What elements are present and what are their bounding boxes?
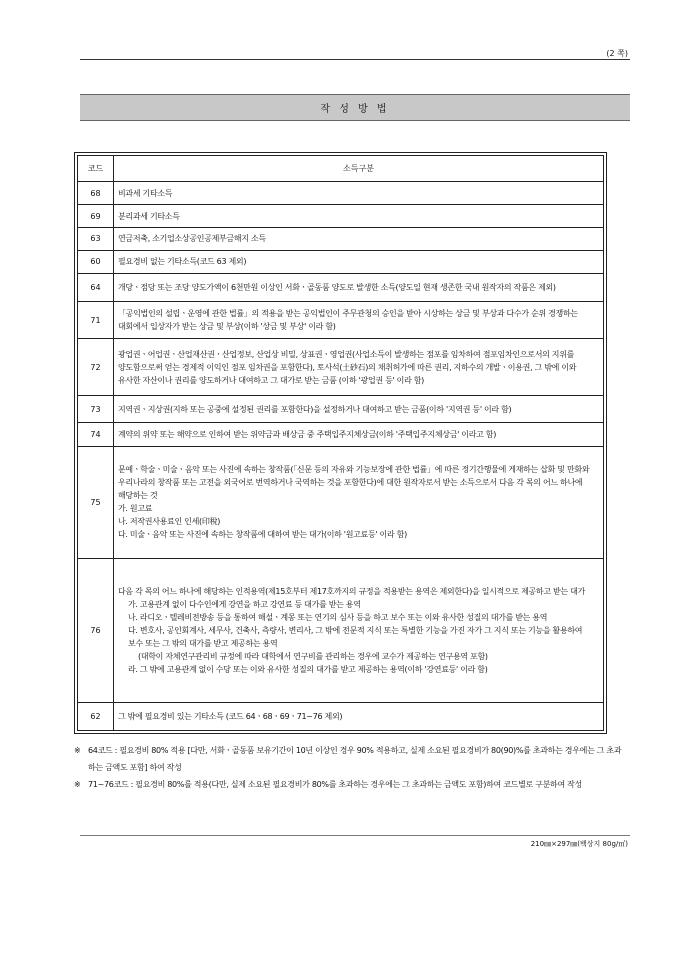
note-item [74, 776, 626, 793]
note-text: 64코드 : 필요경비 80% 적용 [다만, 서화ㆍ골동품 보유기간이 10년 이상인 경우 90% 적용하고, 실제 소요된 필요경비가 80(90)%를 초과하는 경우에는 그 초과하는 금액도 포함] 하여 작성 [88, 746, 622, 772]
row-description-line: (대학이 자체연구관리비 규정에 따라 대학에서 연구비를 관리하는 경우에 교수가 제공하는 연구용역 포함) [138, 651, 488, 661]
row-code: 72 [78, 339, 114, 396]
row-code: 68 [78, 182, 114, 205]
row-code: 73 [78, 395, 114, 422]
row-description-line: 문예ㆍ학술ㆍ미술ㆍ음악 또는 사진에 속하는 창작품(「신문 등의 자유와 기능보장에 관한 법률」에 따른 정기간행물에 게재하는 삽화 및 만화와 우리나라의 창작품 또는 고전을 외국어로 번역하거나 국역하는 것을 포함한다)에 대한 원작자로서 받는 소득으로서 다음 각 목의 어느 하나에 해당하는 것 [118, 465, 590, 501]
row-description-line: 「공익법인의 설립ㆍ운영에 관한 법률」의 적용을 받는 공익법인이 주무관청의 승인을 받아 시상하는 상금 및 부상과 다수가 순위 경쟁하는 대회에서 입상자가 받는 상금 및 부상(이하 '상금 및 부상' 이라 함) [118, 309, 578, 332]
section-title: 작 성 방 법 [320, 104, 390, 115]
row-description [114, 395, 604, 422]
table-row [78, 182, 604, 205]
row-description [114, 250, 604, 273]
row-description [114, 302, 604, 339]
paper-spec-label: 210㎜×297㎜(백상지 80g/㎡) [530, 840, 628, 848]
table-body [78, 182, 604, 731]
note-mark: ※ [74, 780, 81, 789]
row-code: 74 [78, 423, 114, 447]
row-code: 75 [78, 447, 114, 558]
row-description-line: 계약의 위약 또는 해약으로 인하여 받는 위약금과 배상금 중 주택입주지체상금(이하 '주택입주지체상금' 이라고 함) [118, 430, 497, 440]
top-divider [80, 59, 630, 60]
table-row [78, 205, 604, 228]
row-description-line: 다. 미술ㆍ음악 또는 사진에 속하는 창작품에 대하여 받는 대가(이하 '원고료등' 이라 함) [118, 530, 407, 540]
notes-section [74, 742, 626, 793]
row-description-line: 개당ㆍ점당 또는 조당 양도가액이 6천만원 이상인 서화ㆍ골동품 양도로 발생한 소득(양도일 현재 생존한 국내 원작자의 작품은 제외) [118, 282, 556, 292]
table-row [78, 339, 604, 396]
row-description [114, 273, 604, 301]
row-description-line: 가. 고용관계 없이 다수인에게 강연을 하고 강연료 등 대가를 받는 용역 [128, 599, 361, 609]
row-description-line: 나. 저작권사용료인 인세(印稅) [118, 517, 221, 527]
row-description [114, 182, 604, 205]
row-code: 64 [78, 273, 114, 301]
table-row [78, 447, 604, 558]
row-description [114, 205, 604, 228]
row-description-line: 광업권ㆍ어업권ㆍ산업재산권ㆍ산업정보, 산업상 비밀, 상표권ㆍ영업권(사업소득이 발생하는 점포를 임차하여 점포임차인으로서의 지위를 양도함으로써 얻는 경제적 이익인 점포 임차권을 포함한다), 토사석(土砂石)의 채취허가에 따른 권리, 지하수의 개발ㆍ이용권, 그 밖에 이와 유사한 자산이나 권리를 양도하거나 대여하고 그 대가로 받는 금품 (이하 '광업권 등' 이라 함) [118, 349, 577, 385]
page-number-label: (2 쪽) [606, 49, 628, 58]
table-row [78, 273, 604, 301]
table-row [78, 423, 604, 447]
row-description-line: 라. 그 밖에 고용관계 없이 수당 또는 이와 유사한 성질의 대가를 받고 제공하는 용역(이하 '강연료등' 이라 함) [128, 664, 488, 674]
row-description [114, 423, 604, 447]
row-code: 63 [78, 227, 114, 250]
row-description-line: 가. 원고료 [118, 504, 153, 514]
row-description-line: 연금저축, 소기업소상공인공제부금해지 소득 [118, 234, 266, 244]
row-description-line: 분리과세 기타소득 [118, 211, 180, 221]
table-row [78, 227, 604, 250]
table-row [78, 250, 604, 273]
row-description [114, 339, 604, 396]
row-description-line: 비과세 기타소득 [118, 188, 173, 198]
row-code: 76 [78, 558, 114, 702]
table-row [78, 702, 604, 730]
row-code: 69 [78, 205, 114, 228]
note-mark: ※ [74, 746, 81, 755]
table-row [78, 395, 604, 422]
row-description [114, 702, 604, 730]
row-description-line: 다. 변호사, 공인회계사, 세무사, 건축사, 측량사, 변리사, 그 밖에 전문적 지식 또는 특별한 기능을 가진 자가 그 지식 또는 기능을 활용하여 보수 또는 그 밖의 대가를 받고 제공하는 용역 [128, 625, 583, 648]
row-description-line: 필요경비 없는 기타소득(코드 63 제외) [118, 257, 247, 267]
bottom-divider [80, 835, 630, 836]
note-text: 71~76코드 : 필요경비 80%를 적용(다만, 실제 소요된 필요경비가 80%를 초과하는 경우에는 그 초과하는 금액도 포함)하여 코드별로 구분하여 작성 [88, 780, 582, 789]
table-row [78, 558, 604, 702]
row-code: 62 [78, 702, 114, 730]
income-code-table-frame [74, 152, 607, 734]
header-code: 코드 [78, 156, 114, 182]
row-description [114, 227, 604, 250]
row-description-line: 그 밖에 필요경비 있는 기타소득 (코드 64ㆍ68ㆍ69ㆍ71~76 제외) [118, 711, 343, 721]
header-category: 소득구분 [114, 156, 604, 182]
row-description [114, 447, 604, 558]
row-code: 60 [78, 250, 114, 273]
row-description-line: 다음 각 목의 어느 하나에 해당하는 인적용역(제15호부터 제17호까지의 규정을 적용받는 용역은 제외한다)을 일시적으로 제공하고 받는 대가 [118, 586, 585, 596]
note-item [74, 742, 626, 776]
row-code: 71 [78, 302, 114, 339]
row-description-line: 지역권ㆍ지상권(지하 또는 공중에 설정된 권리를 포함한다)을 설정하거나 대여하고 받는 금품(이하 '지역권 등' 이라 함) [118, 404, 512, 414]
section-title-bar [80, 94, 630, 121]
table-header-row [78, 156, 604, 182]
income-code-table [77, 155, 604, 731]
row-description [114, 558, 604, 702]
table-row [78, 302, 604, 339]
row-description-line: 나. 라디오ㆍ텔레비전방송 등을 통하여 해설ㆍ계몽 또는 연기의 심사 등을 하고 보수 또는 이와 유사한 성질의 대가를 받는 용역 [128, 612, 548, 622]
